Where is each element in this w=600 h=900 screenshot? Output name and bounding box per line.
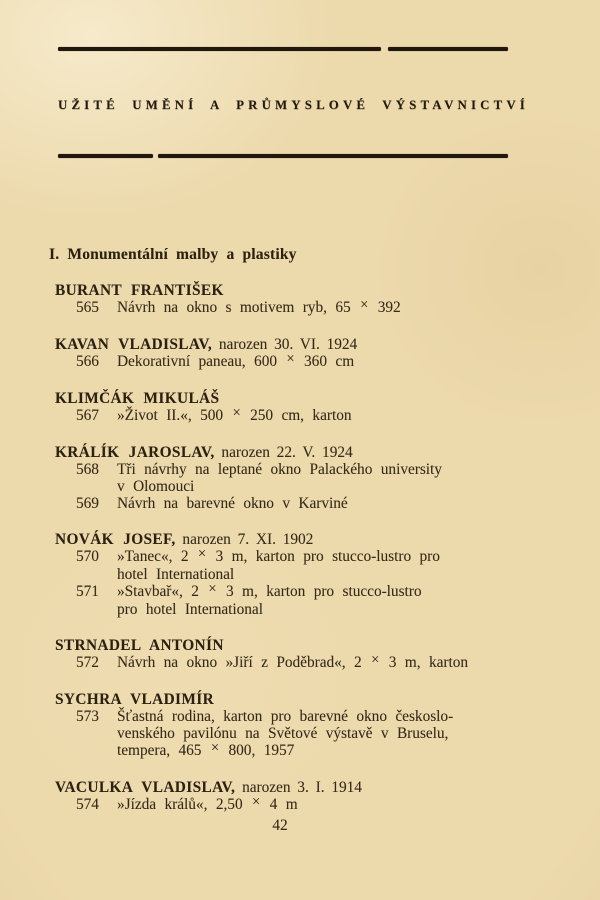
item-lines: [117, 708, 517, 760]
catalog-item: [55, 404, 517, 425]
artist-line: [55, 390, 517, 407]
catalog-item: [55, 708, 517, 760]
item-lines: [117, 350, 517, 371]
artist-suffix: narozen 30. VI. 1924: [212, 336, 358, 353]
artist-name: VACULKA VLADISLAV,: [55, 779, 236, 796]
artist-line: [55, 637, 517, 654]
item-lines: [117, 580, 517, 618]
entry-items: [55, 350, 517, 371]
item-line: Návrh na okno s motivem ryb, 65 × 392: [117, 296, 401, 316]
masthead-title: UŽITÉ UMĚNÍ A PRŮMYSLOVÉ VÝSTAVNICTVÍ: [58, 98, 529, 112]
item-lines: [117, 545, 517, 583]
item-number: 572: [76, 654, 99, 671]
multiplication-sign: ×: [232, 404, 241, 421]
catalog-entry: [49, 282, 517, 317]
entry-items: [55, 404, 517, 425]
item-number: 569: [76, 495, 99, 512]
catalog-item: [55, 580, 517, 618]
catalog-item: [55, 296, 517, 317]
artist-name: BURANT FRANTIŠEK: [55, 282, 224, 299]
catalog-item: [55, 651, 517, 672]
catalog-item: [55, 793, 517, 814]
catalog-item: [55, 461, 517, 495]
item-line: »Život II.«, 500 × 250 cm, karton: [117, 404, 352, 424]
catalog-entry: [49, 531, 517, 618]
item-number: 566: [76, 353, 99, 370]
catalog-entry: [49, 691, 517, 760]
item-number: 573: [76, 708, 99, 725]
artist-line: [55, 691, 517, 708]
entry-items: [55, 545, 517, 618]
item-number: 567: [76, 407, 99, 424]
artist-name: NOVÁK JOSEF,: [55, 531, 176, 548]
multiplication-sign: ×: [252, 793, 261, 810]
item-line: »Jízda králů«, 2,50 × 4 m: [117, 793, 298, 813]
multiplication-sign: ×: [371, 651, 380, 668]
catalog-entry: [49, 637, 517, 672]
item-number: 574: [76, 796, 99, 813]
catalog-entry: [49, 779, 517, 814]
section-title: I. Monumentální malby a plastiky: [49, 246, 297, 263]
multiplication-sign: ×: [286, 350, 295, 367]
page-number: 42: [272, 817, 288, 834]
catalog-item: [55, 545, 517, 583]
multiplication-sign: ×: [210, 739, 220, 756]
item-line: pro hotel International: [117, 601, 263, 618]
item-number: 565: [76, 299, 99, 316]
item-lines: [117, 404, 517, 425]
item-line: Dekorativní paneau, 600 × 360 cm: [117, 350, 355, 370]
rule-segment: [58, 47, 381, 51]
artist-name: KLIMČÁK MIKULÁŠ: [55, 390, 220, 407]
catalog-entry: [49, 336, 517, 371]
catalog-content: [49, 246, 517, 814]
item-line: Tři návrhy na leptané okno Palackého university: [117, 461, 442, 478]
item-lines: [117, 651, 517, 672]
artist-name: SYCHRA VLADIMÍR: [55, 691, 215, 708]
item-line: »Tanec«, 2 × 3 m, karton pro stucco-lustro pro: [117, 545, 440, 565]
item-number: 568: [76, 461, 99, 478]
artist-name: STRNADEL ANTONÍN: [55, 637, 224, 654]
rule-segment: [388, 47, 508, 51]
item-line: hotel International: [117, 566, 235, 583]
multiplication-sign: ×: [197, 545, 207, 562]
multiplication-sign: ×: [360, 296, 369, 313]
item-lines: [117, 495, 517, 512]
item-line: v Olomouci: [117, 478, 195, 495]
artist-line: [55, 531, 517, 548]
rule-segment: [58, 154, 153, 158]
item-lines: [117, 793, 517, 814]
artist-line: [55, 444, 517, 461]
item-line: tempera, 465 × 800, 1957: [117, 739, 295, 759]
item-line: »Stavbař«, 2 × 3 m, karton pro stucco-lustro: [117, 580, 422, 600]
item-line: Šťastná rodina, karton pro barevné okno českoslo-: [117, 708, 454, 725]
item-number: 571: [76, 583, 99, 600]
catalog-item: [55, 350, 517, 371]
item-line: Návrh na barevné okno v Karviné: [117, 495, 348, 512]
item-number: 570: [76, 548, 99, 565]
artist-name: KRÁLÍK JAROSLAV,: [55, 444, 215, 461]
catalog-entry: [49, 444, 517, 512]
entry-items: [55, 461, 517, 512]
artist-suffix: narozen 22. V. 1924: [214, 444, 353, 461]
masthead-rule-bottom: [58, 154, 508, 158]
artist-suffix: narozen 7. XI. 1902: [175, 531, 314, 548]
entry-list: [49, 282, 517, 814]
entry-items: [55, 708, 517, 760]
entry-items: [55, 296, 517, 317]
item-lines: [117, 461, 517, 495]
catalog-item: [55, 495, 517, 512]
entry-items: [55, 793, 517, 814]
rule-segment: [158, 154, 508, 158]
catalog-entry: [49, 390, 517, 425]
item-line: venského pavilónu na Světové výstavě v Bruselu,: [117, 725, 449, 742]
artist-name: KAVAN VLADISLAV,: [55, 336, 213, 353]
artist-line: [55, 779, 517, 796]
masthead-rule-top: [58, 47, 508, 51]
item-line: Návrh na okno »Jiří z Poděbrad«, 2 × 3 m, karton: [117, 651, 469, 671]
entry-items: [55, 651, 517, 672]
multiplication-sign: ×: [208, 580, 217, 597]
item-lines: [117, 296, 517, 317]
artist-suffix: narozen 3. I. 1914: [235, 779, 362, 796]
artist-line: [55, 282, 517, 299]
